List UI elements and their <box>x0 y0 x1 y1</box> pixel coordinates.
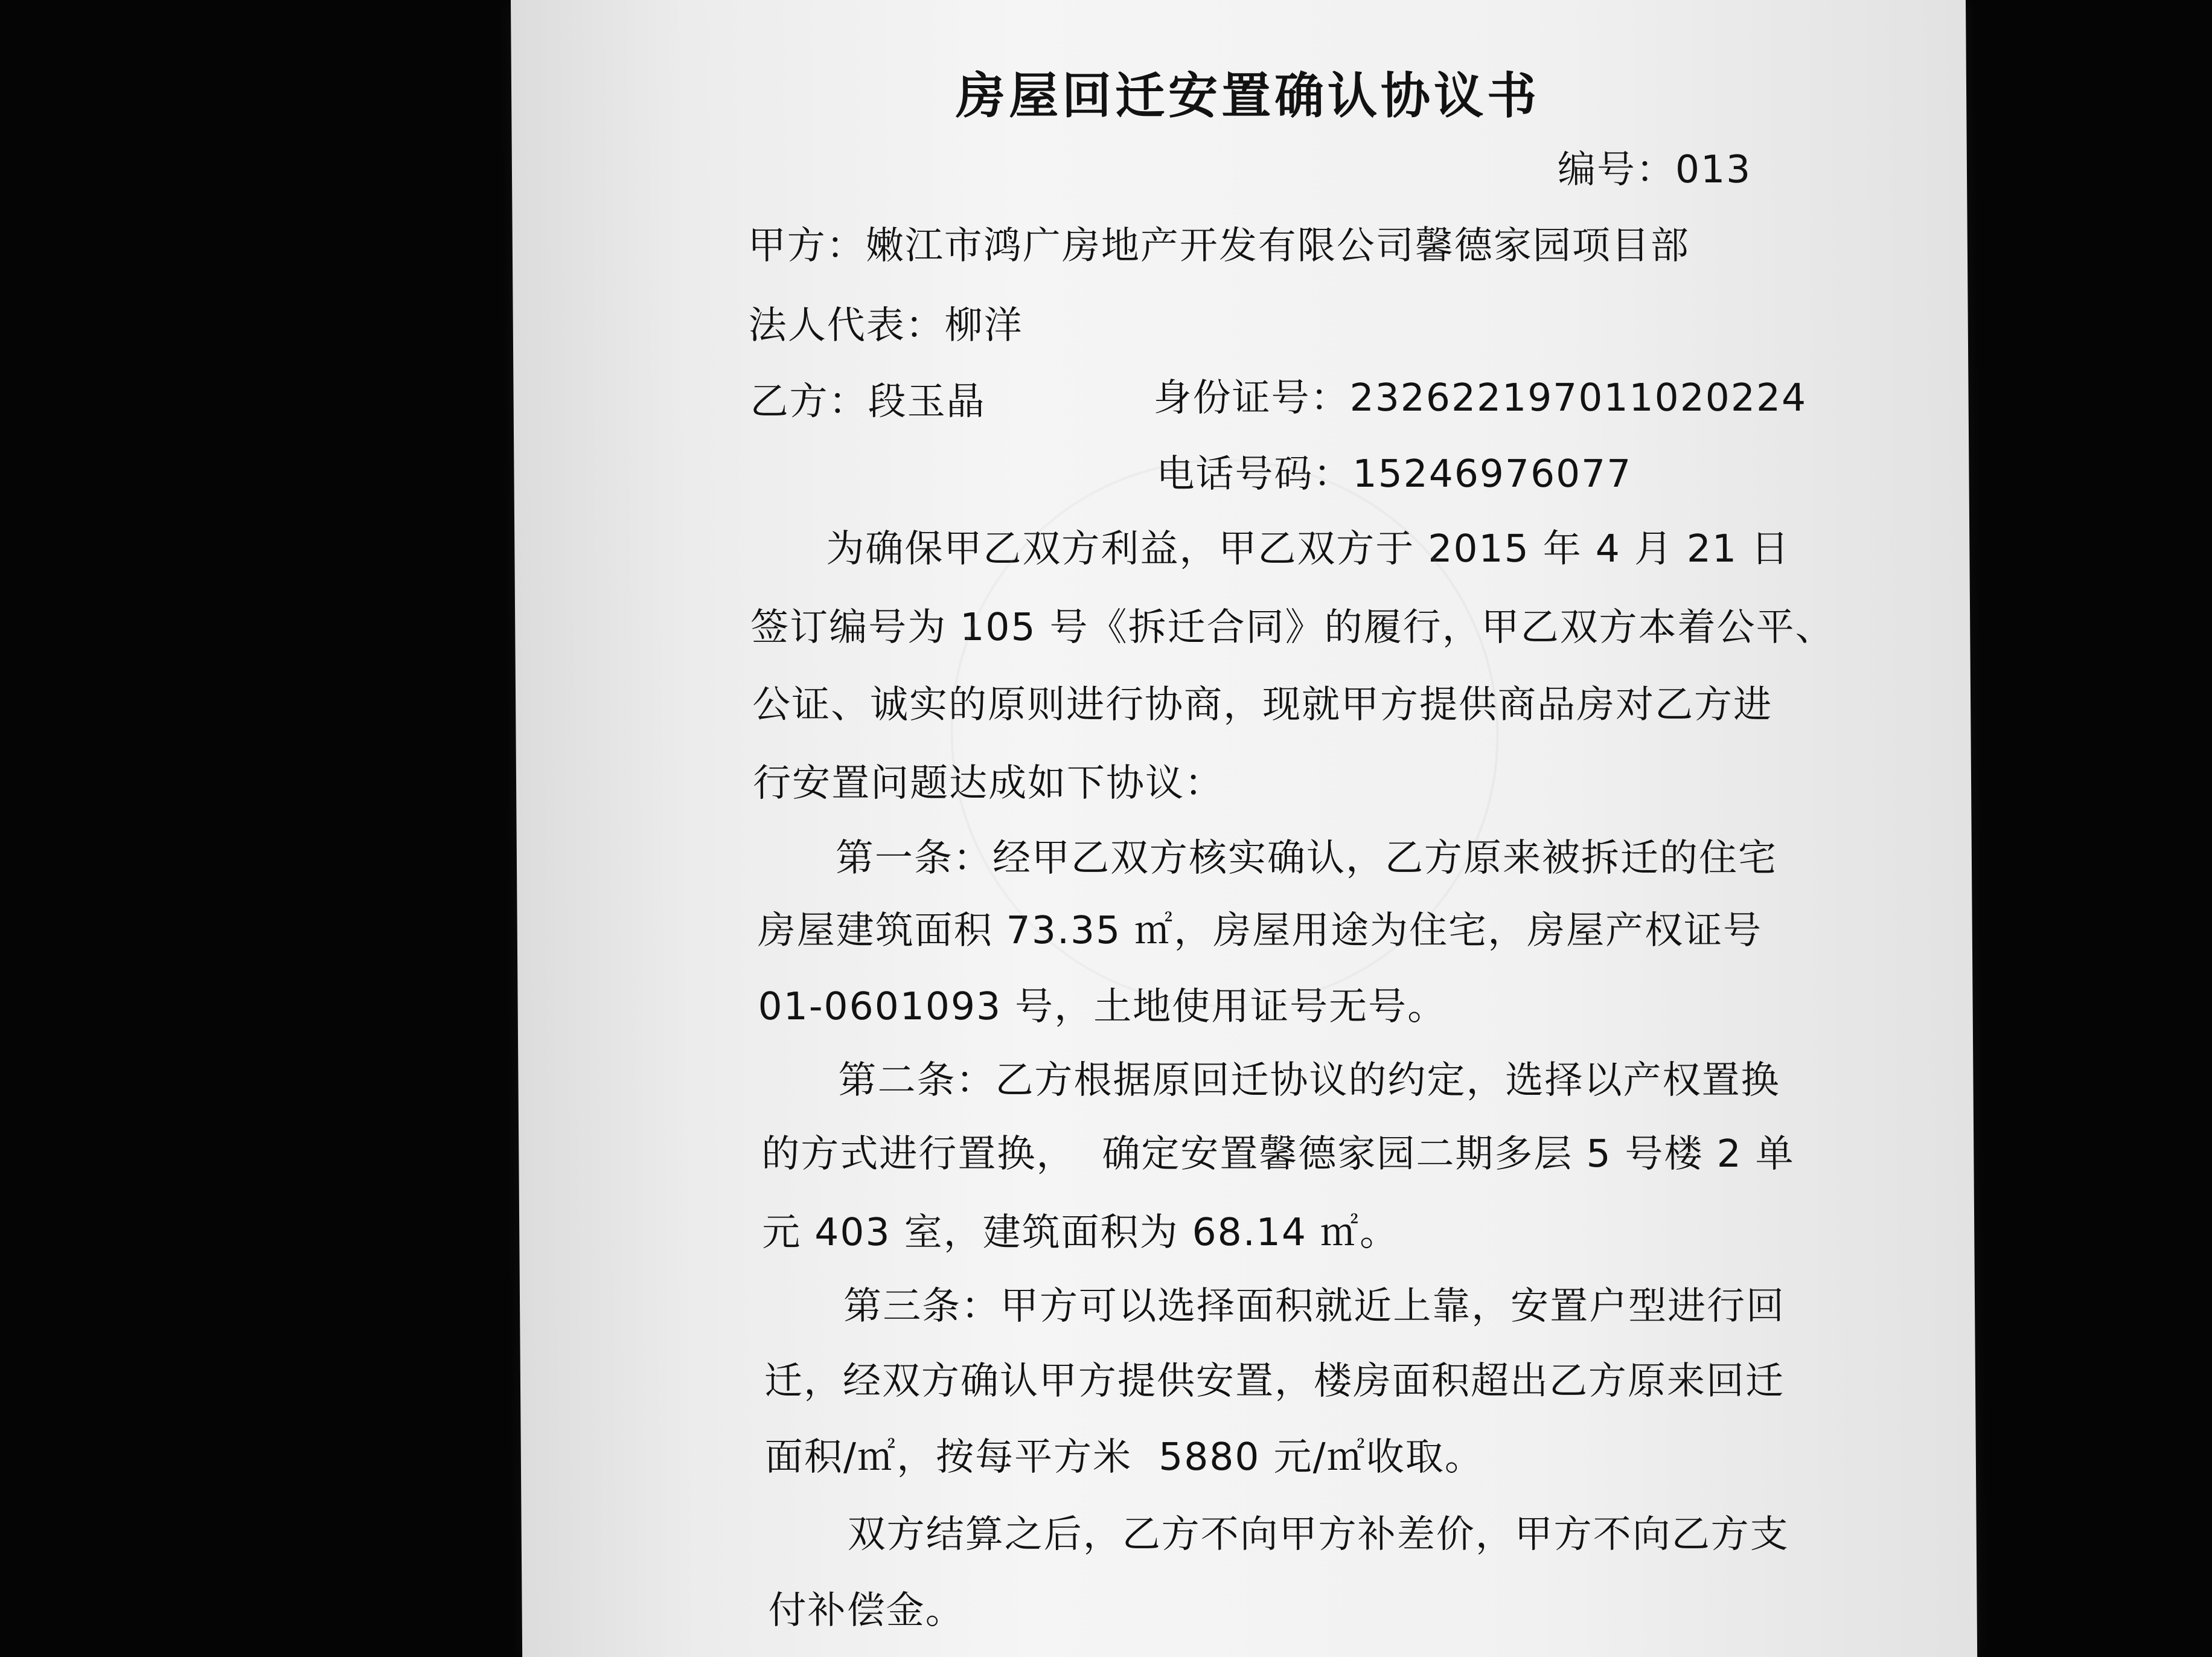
article-one-line: 01-0601093 号，土地使用证号无号。 <box>758 984 1447 1028</box>
article-three-line: 第三条：甲方可以选择面积就近上靠，安置户型进行回 <box>843 1284 1786 1328</box>
document-number: 编号：013 <box>1557 147 1752 191</box>
party-b: 乙方：段玉晶 <box>750 379 986 423</box>
article-three-line: 迁，经双方确认甲方提供安置，楼房面积超出乙方原来回迁 <box>764 1359 1785 1403</box>
article-two-line: 的方式进行置换， 确定安置馨德家园二期多层 5 号楼 2 单 <box>761 1132 1795 1176</box>
document-page <box>511 0 1977 1657</box>
body-line: 公证、诚实的原则进行协商，现就甲方提供商品房对乙方进 <box>752 682 1773 726</box>
body-line: 行安置问题达成如下协议： <box>752 761 1224 805</box>
article-two-line: 第二条：乙方根据原回迁协议的约定，选择以产权置换 <box>838 1058 1780 1102</box>
party-a: 甲方：嫩江市鸿广房地产开发有限公司馨德家园项目部 <box>747 223 1690 268</box>
article-two-line: 元 403 室，建筑面积为 68.14 ㎡。 <box>761 1210 1399 1254</box>
id-number: 身份证号：232622197011020224 <box>1153 376 1808 420</box>
settlement-line: 双方结算之后，乙方不向甲方补差价，甲方不向乙方支 <box>847 1512 1789 1556</box>
document-title: 房屋回迁安置确认协议书 <box>955 68 1541 125</box>
body-line: 为确保甲乙双方利益，甲乙双方于 2015 年 4 月 21 日 <box>826 527 1791 571</box>
legal-representative: 法人代表：柳洋 <box>748 303 1024 347</box>
settlement-line: 付补偿金。 <box>768 1588 965 1632</box>
article-one-line: 房屋建筑面积 73.35 ㎡，房屋用途为住宅，房屋产权证号 <box>757 908 1763 952</box>
phone-number: 电话号码：15246976077 <box>1156 452 1632 496</box>
body-line: 签订编号为 105 号《拆迁合同》的履行，甲乙双方本着公平、 <box>750 605 1835 649</box>
article-one-line: 第一条：经甲乙双方核实确认，乙方原来被拆迁的住宅 <box>835 836 1778 880</box>
article-three-line: 面积/㎡，按每平方米 5880 元/㎡收取。 <box>764 1435 1484 1479</box>
